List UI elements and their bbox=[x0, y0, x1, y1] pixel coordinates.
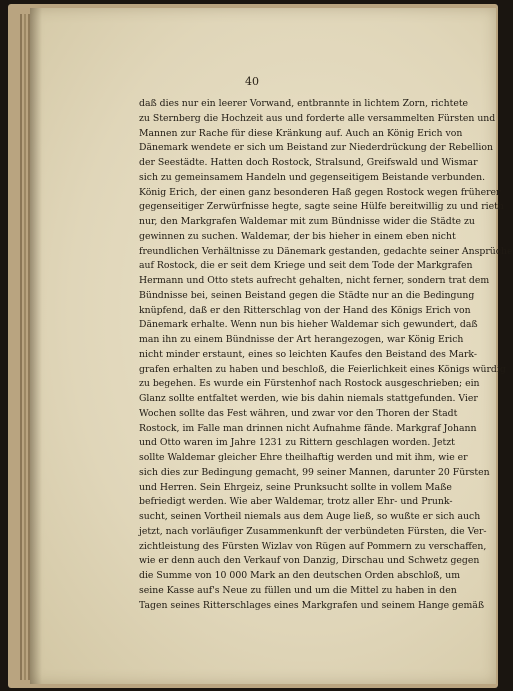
text-line: sucht, seinen Vortheil niemals aus dem Auge ließ, so wußte er sich auch bbox=[139, 511, 481, 522]
text-line: man ihn zu einem Bündnisse der Art herangezogen, war König Erich bbox=[139, 334, 464, 345]
text-line: freundlichen Verhältnisse zu Dänemark gestanden, gedachte seiner Ansprüche bbox=[139, 245, 513, 257]
text-line: jetzt, nach vorläufiger Zusammenkunft der verbündeten Fürsten, die Ver- bbox=[139, 525, 487, 537]
text-line: Dänemark erhalte. Wenn nun bis hieher Waldemar sich gewundert, daß bbox=[139, 319, 478, 331]
text-line: gewinnen zu suchen. Waldemar, der bis hieher in einem eben nicht bbox=[139, 230, 456, 242]
page-edge bbox=[20, 14, 22, 680]
page-edge bbox=[24, 14, 26, 680]
text-line: zichtleistung des Fürsten Wizlav von Rügen auf Pommern zu verschaffen, bbox=[139, 540, 487, 552]
text-line: Glanz sollte entfaltet werden, wie bis dahin niemals stattgefunden. Vier bbox=[139, 393, 478, 404]
text-line: Hermann und Otto stets aufrecht gehalten, nicht ferner, sondern trat dem bbox=[139, 275, 490, 286]
text-line: grafen erhalten zu haben und beschloß, die Feierlichkeit eines Königs würdig bbox=[139, 363, 506, 375]
text-line: und Otto waren im Jahre 1231 zu Rittern geschlagen worden. Jetzt bbox=[139, 437, 455, 449]
text-line: sich zu gemeinsamem Handeln und gegenseitigem Beistande verbunden. bbox=[139, 171, 486, 183]
body-text bbox=[139, 97, 513, 613]
text-line: Bündnisse bei, seinen Beistand gegen die Städte nur an die Bedingung bbox=[139, 289, 475, 301]
text-line: Dänemark wendete er sich um Beistand zur Niederdrückung der Rebellion bbox=[139, 142, 493, 154]
text-line: nur, den Markgrafen Waldemar mit zum Bündnisse wider die Städte zu bbox=[139, 216, 475, 227]
text-line: knüpfend, daß er den Ritterschlag von der Hand des Königs Erich von bbox=[139, 304, 471, 316]
text-line: befriedigt werden. Wie aber Waldemar, trotz aller Ehr- und Prunk- bbox=[139, 496, 453, 508]
text-line: seine Kasse auf's Neue zu füllen und um die Mittel zu haben in den bbox=[139, 584, 457, 596]
text-line: zu begehen. Es wurde ein Fürstenhof nach Rostock ausgeschrieben; ein bbox=[139, 378, 480, 390]
text-line: wie er denn auch den Verkauf von Danzig, Dirschau und Schwetz gegen bbox=[139, 555, 480, 567]
text-line: die Summe von 10 000 Mark an den deutschen Orden abschloß, um bbox=[139, 570, 461, 581]
page-number: 40 bbox=[245, 75, 259, 88]
text-line: sollte Waldemar gleicher Ehre theilhaftig werden und mit ihm, wie er bbox=[139, 452, 468, 463]
text-line: Mannen zur Rache für diese Kränkung auf. Auch an König Erich von bbox=[139, 127, 463, 139]
text-line: Rostock, im Falle man drinnen nicht Aufnahme fände. Markgraf Johann bbox=[139, 422, 477, 434]
text-line: König Erich, der einen ganz besonderen Haß gegen Rostock wegen früherer bbox=[139, 186, 501, 198]
text-line: und Herren. Sein Ehrgeiz, seine Prunksucht sollte in vollem Maße bbox=[139, 481, 452, 493]
text-line: Tagen seines Ritterschlages eines Markgrafen und seinem Hange gemäß bbox=[139, 599, 485, 611]
text-line: auf Rostock, die er seit dem Kriege und seit dem Tode der Markgrafen bbox=[139, 260, 473, 272]
text-line: der Seestädte. Hatten doch Rostock, Stralsund, Greifswald und Wismar bbox=[139, 157, 478, 168]
binding-gutter-shadow bbox=[30, 8, 42, 684]
text-line: gegenseitiger Zerwürfnisse hegte, sagte seine Hülfe bereitwillig zu und rieth bbox=[139, 201, 504, 213]
text-line: Wochen sollte das Fest währen, und zwar vor den Thoren der Stadt bbox=[139, 407, 458, 419]
text-line: zu Sternberg die Hochzeit aus und forderte alle versammelten Fürsten und bbox=[139, 112, 496, 124]
text-line: daß dies nur ein leerer Vorwand, entbrannte in lichtem Zorn, richtete bbox=[139, 98, 469, 109]
text-line: sich dies zur Bedingung gemacht, 99 seiner Mannen, darunter 20 Fürsten bbox=[139, 466, 490, 478]
text-line: nicht minder erstaunt, eines so leichten Kaufes den Beistand des Mark- bbox=[139, 348, 478, 360]
